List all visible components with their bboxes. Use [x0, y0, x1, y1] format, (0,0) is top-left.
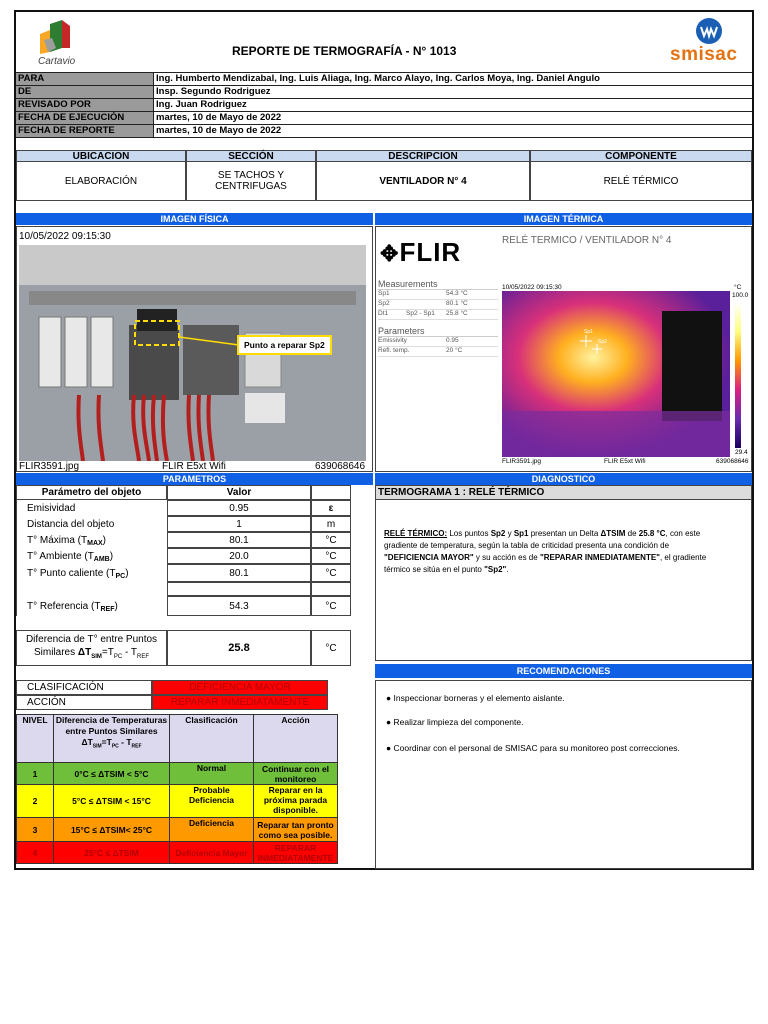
recommendation-item: ● Coordinar con el personal de SMISAC para su monitoreo post correcciones.	[386, 743, 680, 753]
thermal-color-scale	[735, 302, 741, 448]
legend-row-1: 1 0°C ≤ ΔTSIM < 5°C Normal Continuar con el monitoreo	[17, 763, 338, 785]
recommendation-item: ● Inspeccionar borneras y el elemento aislante.	[386, 693, 565, 703]
parameter-row: Refl. temp. 20 °C	[378, 347, 498, 357]
info-row-revisado: REVISADO POR Ing. Juan Rodriguez	[16, 99, 752, 112]
recommendations-panel	[375, 680, 752, 869]
info-table	[16, 72, 752, 138]
param-row-tamb: T° Ambiente (T AMB ) 20.0 °C	[16, 548, 373, 564]
physical-footer-filename: FLIR3591.jpg	[19, 461, 80, 472]
thermal-image-icon	[502, 291, 730, 457]
info-row-fecha-ejecucion: FECHA DE EJECUCIÓN martes, 10 de Mayo de 2022	[16, 112, 752, 125]
header-imagen-termica: IMAGEN TÉRMICA	[375, 213, 752, 225]
value-descripcion: VENTILADOR N° 4	[316, 161, 530, 201]
measurement-row: Sp2 80.1 °C	[378, 300, 498, 310]
thermal-scale-unit: °C	[734, 284, 742, 291]
legend-header-row: NIVEL Diferencia de Temperaturas entre Puntos Similares $\Delta T_{SIM}=T_{PC} - T_{REF}$ Clasificación Acción	[17, 715, 338, 763]
report-title: REPORTE DE TERMOGRAFÍA - N° 1013	[232, 44, 457, 58]
thermal-photo	[502, 291, 730, 457]
thermal-scale-min: 29.4	[735, 449, 748, 456]
parameters-table	[16, 485, 373, 869]
param-row-empty	[16, 582, 373, 596]
cartavio-logo-text: Cartavio	[38, 56, 76, 67]
legend-row-2: 2 5°C ≤ ΔTSIM < 15°C Probable Deficiencia Reparar en la próxima parada disponible.	[17, 785, 338, 818]
header-ubicacion: UBICACION	[16, 150, 186, 162]
thermal-scale-max: 100.0	[732, 292, 749, 299]
measurement-row: Dt1 Sp2 - Sp1 25.8 °C	[378, 310, 498, 320]
cartavio-logo	[34, 18, 84, 68]
report-header	[16, 12, 752, 70]
info-row-fecha-reporte: FECHA DE REPORTE martes, 10 de Mayo de 2022	[16, 125, 752, 138]
physical-image-panel	[16, 226, 373, 472]
header-diagnostico: DIAGNOSTICO	[375, 473, 752, 485]
diagnosis-panel	[375, 485, 752, 661]
value-componente: RELÉ TÉRMICO	[530, 161, 752, 201]
physical-footer-camera: FLIR E5xt Wifi	[162, 461, 226, 472]
header-recomendaciones: RECOMENDACIONES	[375, 664, 752, 678]
physical-footer-serial: 639068646	[315, 461, 366, 472]
info-row-para: PARA Ing. Humberto Mendizabal, Ing. Luis Aliaga, Ing. Marco Alayo, Ing. Carlos Moya, Ing. Daniel Angulo	[16, 73, 752, 86]
param-row-tmax: T° Máxima (T MAX ) 80.1 °C	[16, 532, 373, 548]
smisac-logo-text: smisac	[670, 44, 738, 65]
parameters-header-row: Parámetro del objeto Valor	[16, 485, 373, 500]
thermal-footer-filename: FLIR3591.jpg	[502, 458, 542, 465]
param-row-distancia: Distancia del objeto 1 m	[16, 516, 373, 532]
header-componente: COMPONENTE	[530, 150, 752, 162]
header-descripcion: DESCRIPCION	[316, 150, 530, 162]
spot-sp1: Sp1	[584, 329, 593, 335]
param-row-tpc: T° Punto caliente (T PC ) 80.1 °C	[16, 564, 373, 582]
measurements-title: Measurements	[378, 279, 498, 290]
smisac-logo-icon	[694, 16, 724, 46]
param-row-delta: Diferencia de T° entre Puntos Similares $\Delta T_{SIM}=T_{PC} - T_{REF}$ 25.8 °C	[16, 630, 373, 666]
physical-image-timestamp: 10/05/2022 09:15:30	[19, 231, 111, 242]
param-row-emisividad: Emisividad 0.95 ε	[16, 500, 373, 516]
thermal-timestamp: 10/05/2022 09:15:30	[502, 284, 562, 291]
flir-logo	[380, 237, 461, 268]
parameters-title: Parameters	[378, 326, 498, 337]
header-imagen-fisica: IMAGEN FÍSICA	[16, 213, 373, 225]
parameter-row: Emissivity 0.95	[378, 337, 498, 347]
classification-row: CLASIFICACIÓN DEFICIENCIA MAYOR	[16, 680, 373, 695]
diagnosis-title: TERMOGRAMA 1 : RELÉ TÉRMICO	[376, 486, 751, 500]
value-seccion: SE TACHOS Y CENTRIFUGAS	[186, 161, 316, 201]
action-row: ACCIÓN REPARAR INMEDIATAMENTE	[16, 695, 373, 710]
criticality-legend-table	[16, 714, 338, 864]
recommendation-item: ● Realizar limpieza del componente.	[386, 717, 524, 727]
physical-photo	[19, 245, 366, 461]
header-seccion: SECCIÓN	[186, 150, 316, 162]
thermal-image-panel	[375, 226, 752, 472]
smisac-logo	[670, 16, 750, 68]
legend-row-3: 3 15°C ≤ ΔTSIM< 25°C Deficiencia Reparar tan pronto como sea posible.	[17, 818, 338, 842]
flir-logo-icon: ✥	[380, 241, 400, 266]
param-row-tref: T° Referencia (T REF ) 54.3 °C	[16, 596, 373, 616]
physical-callout: Punto a reparar Sp2	[237, 335, 332, 355]
thermal-footer-serial: 639068646	[716, 458, 749, 465]
thermal-footer-camera: FLIR E5xt Wifi	[604, 458, 646, 465]
thermal-caption: RELÉ TERMICO / VENTILADOR N° 4	[502, 235, 672, 246]
value-ubicacion: ELABORACIÓN	[16, 161, 186, 201]
flir-logo-text: FLIR	[399, 237, 462, 267]
diagnosis-text: RELÉ TÉRMICO: Los puntos Sp2 y Sp1 presentan un Delta ΔTSIM de 25.8 °C, con este gradiente de temperatura, según la tabla de criticidad presenta una condición de "DEFICIENCIA MAYOR" y su acción es de "REPARAR INMEDIATAMENTE", el gradiente térmico se sitúa en el punto "Sp2".	[384, 529, 707, 574]
thermal-measurements	[378, 279, 498, 357]
header-parametros: PARAMETROS	[16, 473, 373, 485]
info-row-de: DE Insp. Segundo Rodriguez	[16, 86, 752, 99]
legend-row-4: 4 25°C ≤ ΔTSIM Deficiencia Mayor REPARAR INMEDIATAMENTE	[17, 842, 338, 864]
measurement-row: Sp1 54.3 °C	[378, 290, 498, 300]
spot-sp2: Sp2	[598, 339, 607, 345]
